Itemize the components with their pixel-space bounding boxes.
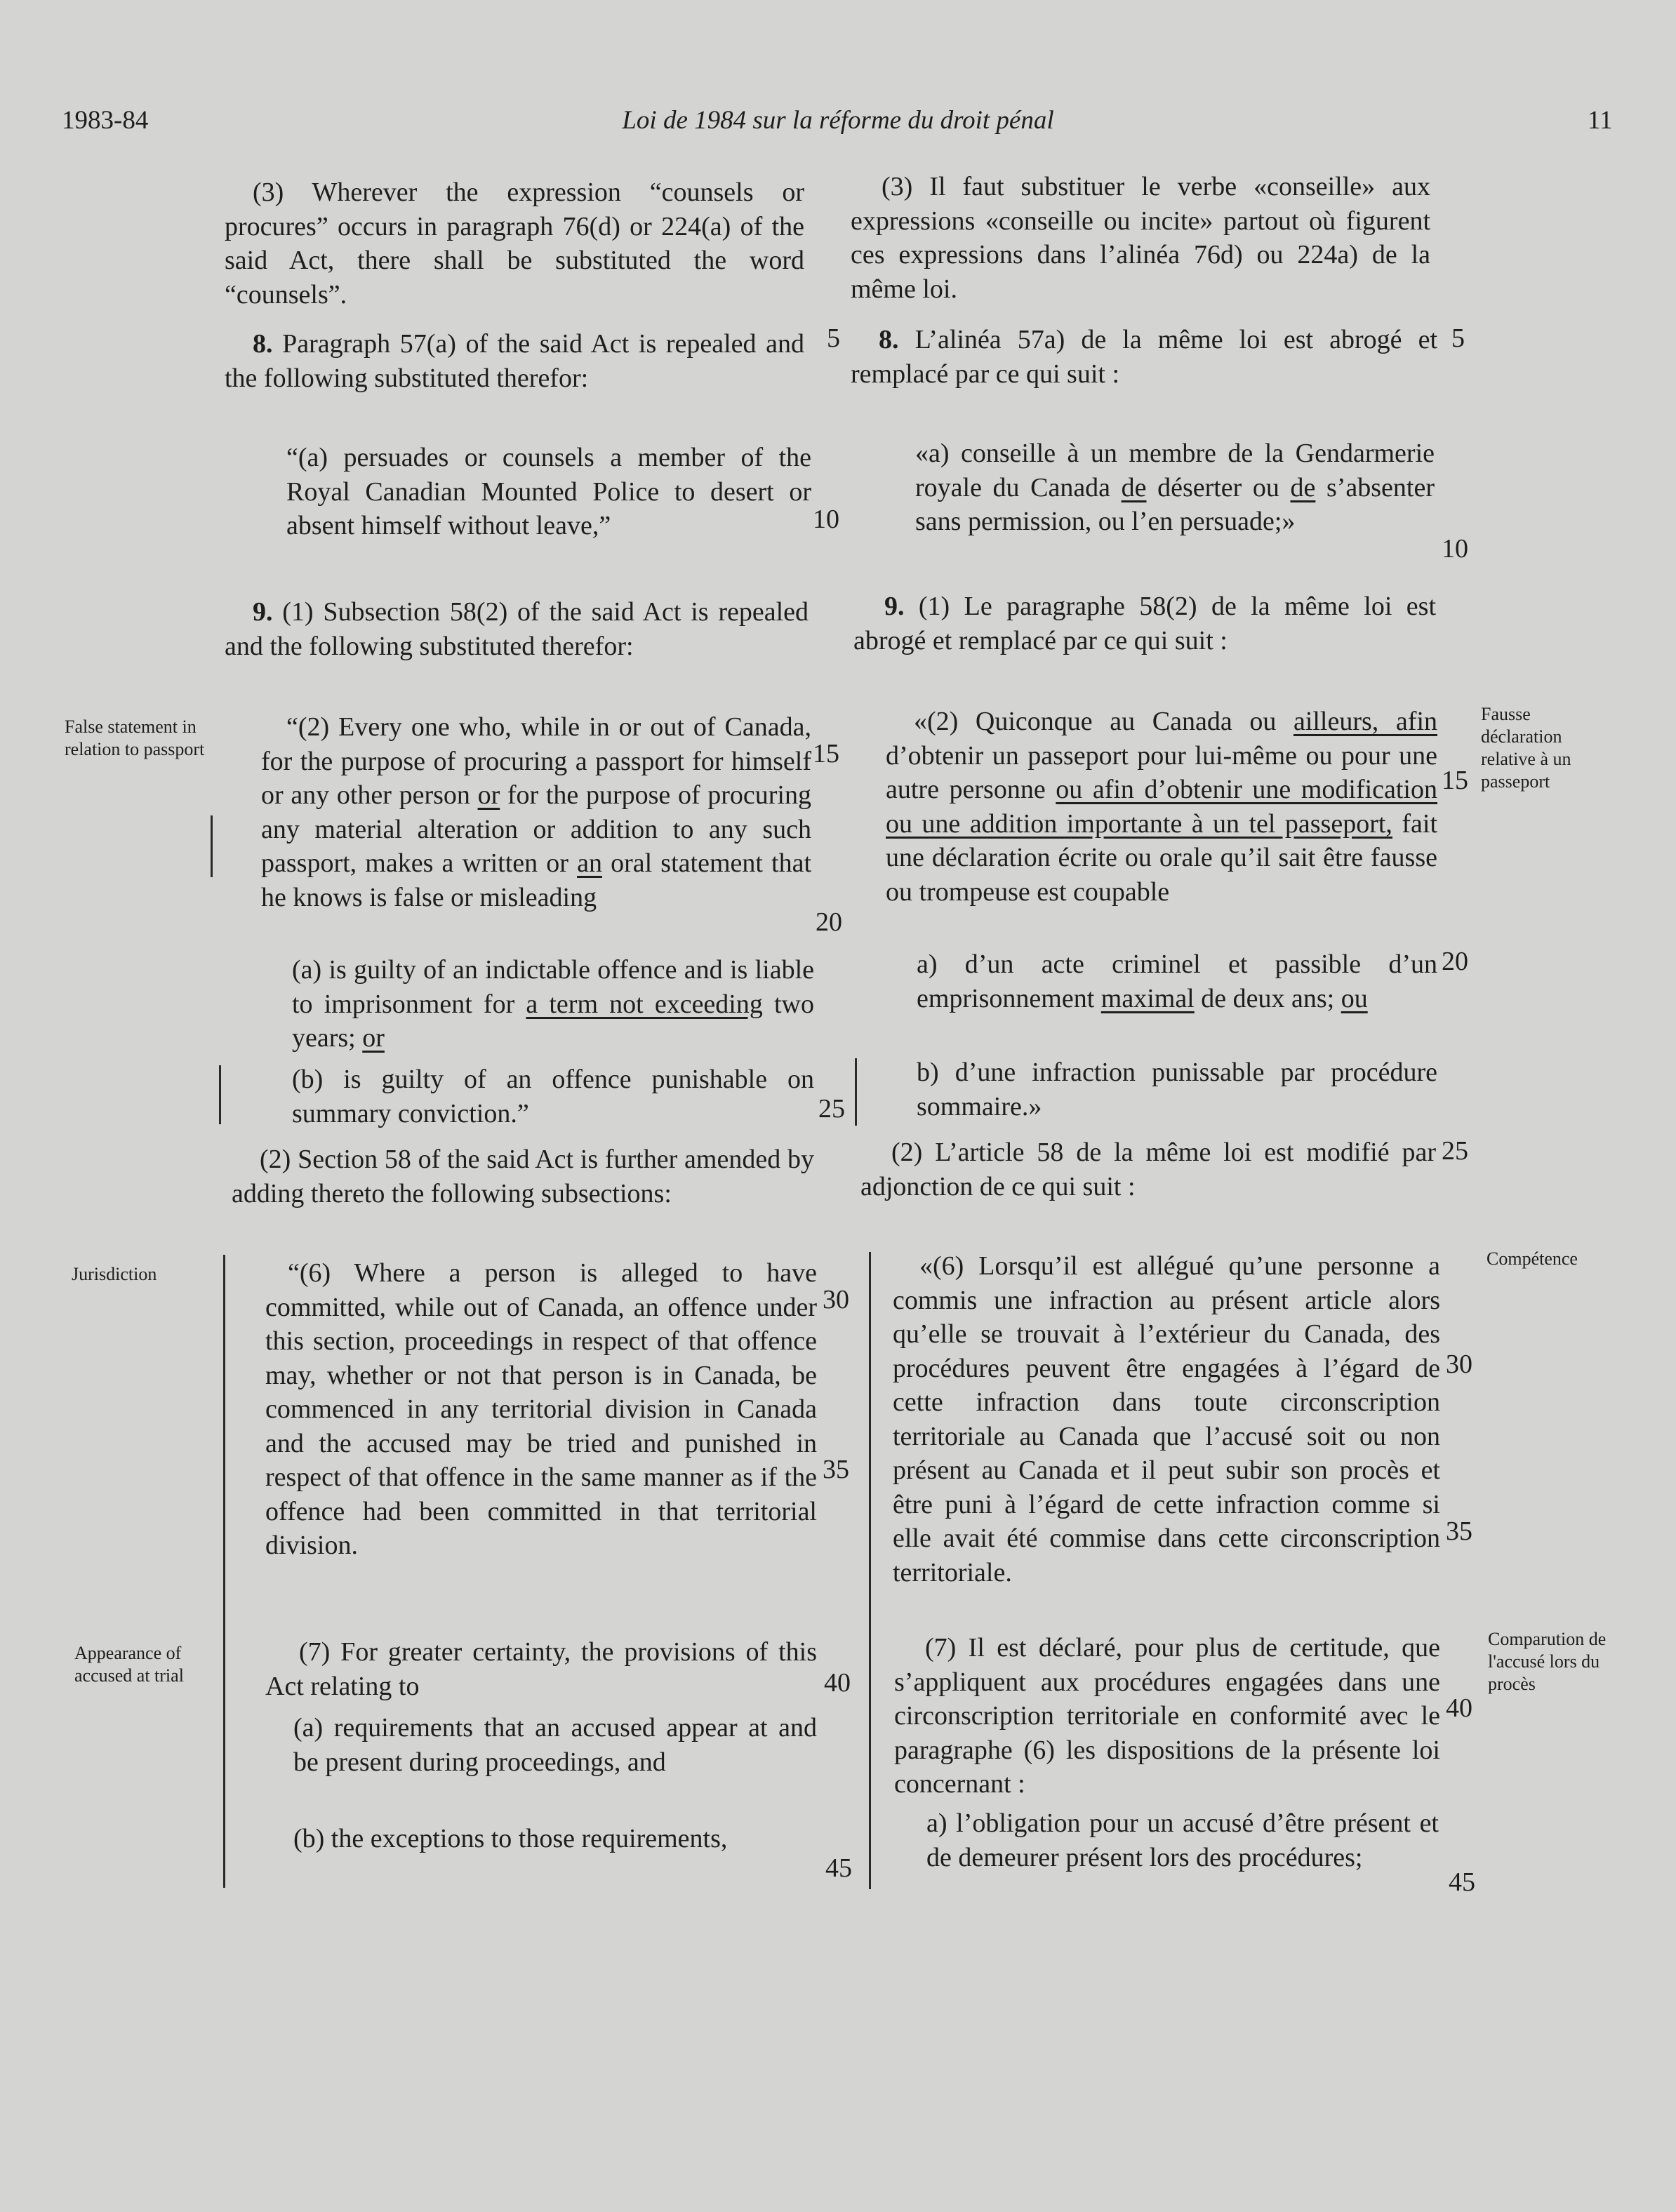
line-number: 40 bbox=[1446, 1693, 1472, 1723]
line-number: 20 bbox=[816, 907, 842, 937]
section-number: 8. bbox=[879, 325, 899, 354]
line-number: 45 bbox=[825, 1853, 852, 1883]
section-text: Paragraph 57(a) of the said Act is repealed and the following substituted therefor: bbox=[225, 329, 804, 393]
line-number: 15 bbox=[813, 739, 839, 768]
english-clause-a bbox=[292, 953, 814, 1055]
english-subsection-7 bbox=[265, 1635, 817, 1703]
english-clause-7a bbox=[293, 1711, 817, 1779]
quoted-text: “(2) Every one who, while in or out of Canada, for the purpose of procuring a passport for himself or any other person or for the purpose of procuring any material alteration or addition to any such passport, makes a written or an oral statement that he knows is false or misleading bbox=[261, 712, 812, 912]
header-title: Loi de 1984 sur la réforme du droit pénal bbox=[622, 106, 1054, 135]
english-clause-7b bbox=[293, 1822, 817, 1856]
section-text: (2) L’article 58 de la même loi est modifié par adjonction de ce qui suit : bbox=[860, 1138, 1436, 1201]
clause-text: (a) requirements that an accused appear at and be present during proceedings, and bbox=[293, 1713, 817, 1777]
change-bar bbox=[219, 1065, 221, 1124]
margin-note-false-statement: False statement in relation to passport bbox=[65, 717, 205, 759]
section-text: L’alinéa 57a) de la même loi est abrogé et remplacé par ce qui suit : bbox=[851, 325, 1438, 389]
section-text bbox=[225, 327, 804, 395]
margin-note-competence: Compétence bbox=[1487, 1248, 1578, 1269]
subsection-text: “(6) Where a person is alleged to have committed, while out of Canada, an offence under this section, proceedings in respect of that offence may, whether or not that person is in Canada, be commenced in any territorial division in Canada and the accused may be tried and punished in respect of that offence in the same manner as if the offence had been committed in that territorial division. bbox=[265, 1258, 817, 1560]
french-clause-7a bbox=[926, 1806, 1439, 1874]
change-bar bbox=[223, 1255, 225, 1888]
line-number: 25 bbox=[1442, 1136, 1468, 1166]
quoted-text: “(a) persuades or counsels a member of the Royal Canadian Mounted Police to desert or absent himself without leave,” bbox=[286, 443, 811, 540]
french-amend-76-224 bbox=[851, 170, 1430, 306]
line-number: 10 bbox=[813, 505, 839, 534]
line-number: 45 bbox=[1449, 1867, 1475, 1897]
margin-note-comparution: Comparution de l'accusé lors du procès bbox=[1488, 1629, 1607, 1694]
margin-note-fausse-declaration: Fausse déclaration relative à un passeport bbox=[1481, 704, 1571, 792]
line-number: 5 bbox=[827, 324, 840, 353]
french-subsection-7 bbox=[894, 1631, 1440, 1801]
clause-text: (a) is guilty of an indictable offence and is liable to imprisonment for a term not exceeding two years; or bbox=[292, 955, 814, 1053]
clause-text: (b) is guilty of an offence punishable on summary conviction.” bbox=[292, 1065, 814, 1128]
french-clause-b bbox=[917, 1055, 1437, 1124]
line-number: 30 bbox=[823, 1285, 849, 1314]
subsection-text: (7) Il est déclaré, pour plus de certitude, que s’appliquent aux procédures engagées dans une circonscription territoriale en conformité avec le paragraphe (6) les dispositions de la présente loi concernant : bbox=[894, 1633, 1440, 1799]
subsection-text: «(6) Lorsqu’il est allégué qu’une personne a commis une infraction au présent article alors qu’elle se trouvait à l’extérieur du Canada, des procédures peuvent être engagées à l’égard de cette infraction dans toute circonscription territoriale au Canada que l’accusé soit ou non présent au Canada et il peut subir son procès et être puni à l’égard de cette infraction comme si elle avait été commise dans cette circonscription territoriale. bbox=[893, 1251, 1440, 1587]
french-section-58-2-quote bbox=[886, 705, 1437, 909]
line-number: 30 bbox=[1446, 1350, 1472, 1379]
margin-note-jurisdiction: Jurisdiction bbox=[72, 1264, 157, 1284]
english-amend-76-224 bbox=[225, 175, 804, 312]
change-bar bbox=[869, 1252, 871, 1889]
section-text: (2) Section 58 of the said Act is further amended by adding thereto the following subsections: bbox=[232, 1145, 814, 1208]
quoted-text: «a) conseille à un membre de la Gendarmerie royale du Canada de déserter ou de s’absenter sans permission, ou l’en persuade;» bbox=[915, 439, 1435, 536]
section-number: 9. bbox=[884, 592, 905, 621]
section-number: 9. bbox=[253, 597, 273, 627]
line-number: 25 bbox=[818, 1094, 845, 1124]
change-bar bbox=[855, 1058, 857, 1126]
quoted-text: «(2) Quiconque au Canada ou ailleurs, afin d’obtenir un passeport pour lui-même ou pour une autre personne ou afin d’obtenir une modification ou une addition importante à un tel passeport, fait une déclaration écrite ou orale qu’il sait être fausse ou trompeuse est coupable bbox=[886, 707, 1438, 907]
paragraph-text: (3) Il faut substituer le verbe «conseille» aux expressions «conseille ou incite» partout où figurent ces expressions dans l’alinéa 76d) ou 224a) de la même loi. bbox=[851, 172, 1430, 304]
section-number: 8. bbox=[253, 329, 273, 359]
section-text bbox=[853, 589, 1436, 658]
paragraph-text: (3) Wherever the expression “counsels or procures” occurs in paragraph 76(d) or 224(a) of the said Act, there shall be substituted the word “counsels”. bbox=[225, 178, 804, 309]
clause-text: a) d’un acte criminel et passible d’un emprisonnement maximal de deux ans; ou bbox=[917, 950, 1437, 1013]
subsection-text: (7) For greater certainty, the provisions of this Act relating to bbox=[265, 1637, 817, 1701]
english-section-8 bbox=[225, 327, 804, 395]
french-subsection-6 bbox=[893, 1249, 1440, 1590]
line-number: 15 bbox=[1442, 766, 1468, 795]
french-section-9-1 bbox=[853, 589, 1436, 658]
french-section-9-2 bbox=[860, 1135, 1436, 1204]
margin-note-appearance: Appearance of accused at trial bbox=[74, 1643, 184, 1686]
section-text bbox=[851, 323, 1437, 391]
line-number: 5 bbox=[1451, 324, 1465, 353]
english-section-58-2-quote bbox=[261, 710, 811, 914]
english-clause-b bbox=[292, 1062, 814, 1131]
line-number: 40 bbox=[824, 1668, 851, 1698]
english-section-9-1 bbox=[225, 595, 809, 663]
english-subsection-6 bbox=[265, 1256, 817, 1563]
section-text: (1) Subsection 58(2) of the said Act is repealed and the following substituted therefor: bbox=[225, 597, 809, 661]
change-bar bbox=[211, 815, 213, 877]
line-number: 20 bbox=[1442, 947, 1468, 976]
section-text bbox=[225, 595, 809, 663]
clause-text: (b) the exceptions to those requirements, bbox=[293, 1824, 728, 1853]
french-clause-a bbox=[917, 947, 1437, 1015]
line-number: 35 bbox=[823, 1455, 849, 1484]
line-number: 10 bbox=[1442, 534, 1468, 564]
section-text: (1) Le paragraphe 58(2) de la même loi est abrogé et remplacé par ce qui suit : bbox=[853, 592, 1437, 655]
english-section-8-quote bbox=[286, 441, 811, 543]
french-section-8-quote bbox=[915, 437, 1435, 539]
clause-text: b) d’une infraction punissable par procédure sommaire.» bbox=[917, 1058, 1437, 1121]
french-section-8 bbox=[851, 323, 1437, 391]
header-year: 1983-84 bbox=[62, 106, 149, 135]
line-number: 35 bbox=[1446, 1517, 1472, 1546]
page-number: 11 bbox=[1588, 106, 1613, 135]
clause-text: a) l’obligation pour un accusé d’être présent et de demeurer présent lors des procédures; bbox=[926, 1808, 1439, 1872]
english-section-9-2 bbox=[232, 1142, 814, 1211]
